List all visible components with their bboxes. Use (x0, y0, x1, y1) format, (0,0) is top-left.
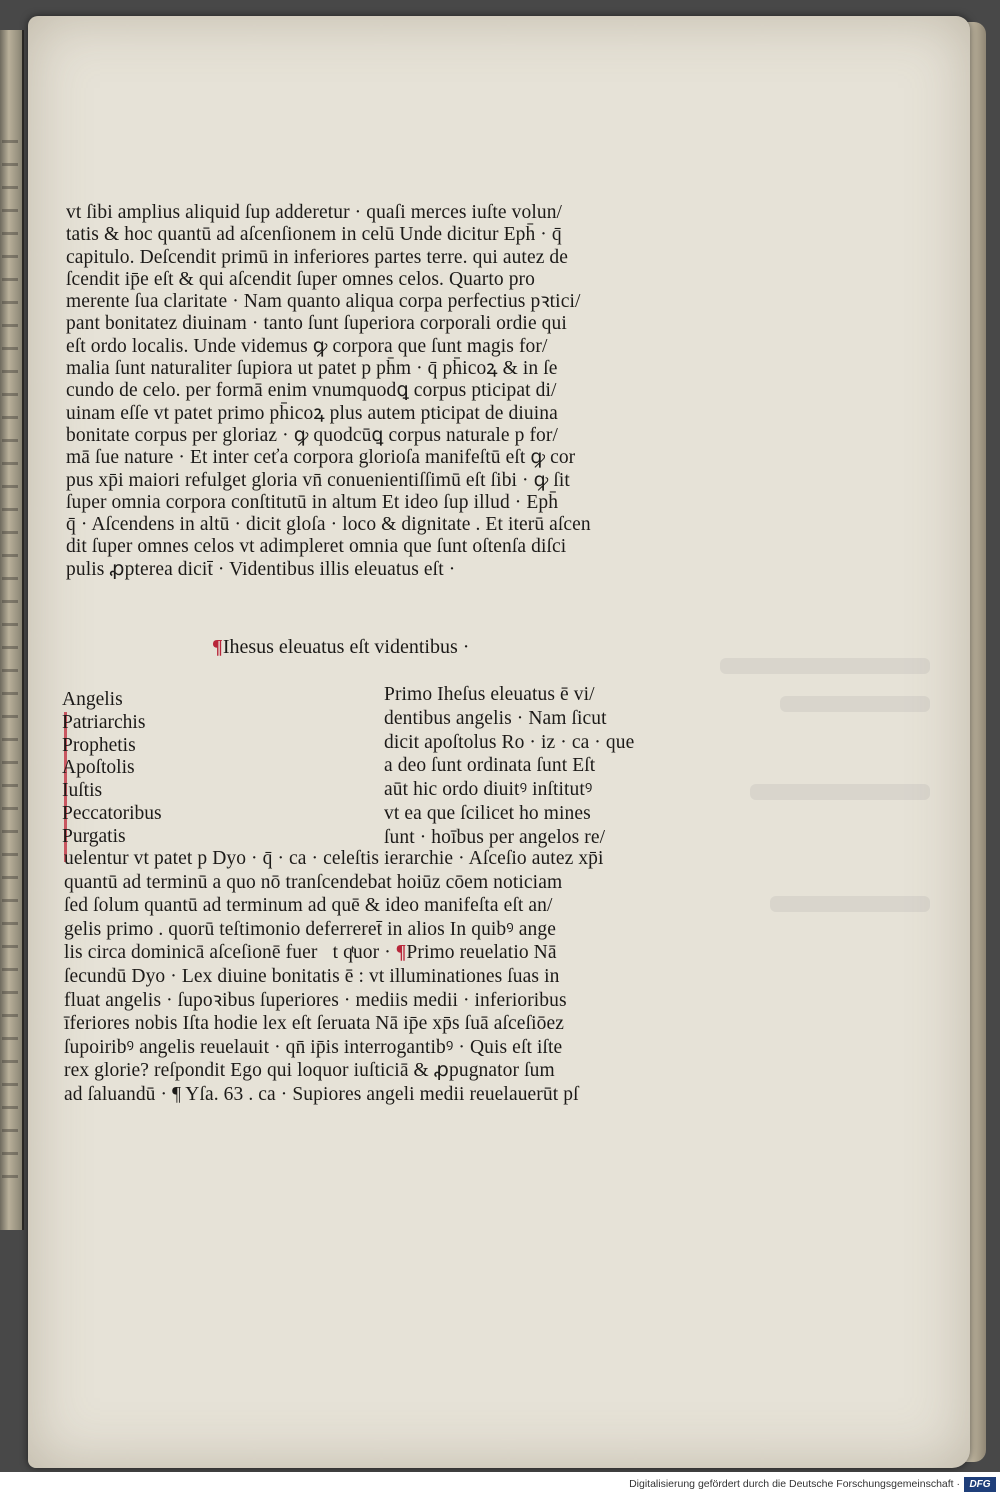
main-text-line: cundo de celo. per formā enim vnumquodꝗ corpus pticipat di/ (66, 380, 557, 402)
main-text-line: pulis ꝓpterea dicit̄ · Videntibus illis eleuatus eſt · (66, 558, 456, 580)
column-text-line: a deo ſunt ordinata ſunt Eſt (384, 755, 596, 777)
main-text-line: dit ſuper omnes celos vt adimpleret omnia que ſunt oſtenſa diſci (66, 536, 567, 558)
main-text-line: mā ſue nature · Et inter ceťa corpora glorioſa manifeſtū eſt ꝙ cor (66, 447, 576, 469)
main-text-line: vt ſibi amplius aliquid ſup adderetur · quaſi merces iuſte volun/ (66, 202, 563, 223)
main-text-line: merente ſua claritate · Nam quanto aliqua corpa perfectius pꝛtici/ (66, 291, 581, 313)
body-text-line: uelentur vt patet p Dyo · q̄ · ca · celeſtis ierarchie · Aſceſio autez xp̄i (64, 848, 604, 869)
column-text-line: aūt hic ordo diuitꝰ inſtitutꝰ (384, 779, 593, 801)
main-text-block (66, 202, 666, 581)
body-text-line: quantū ad terminū a quo nō tranſcendebat hoiūz cōem noticiam (64, 871, 563, 893)
dfg-logo: DFG (964, 1477, 996, 1492)
body-text-line: fluat angelis · ſupoꝛibus ſuperiores · mediis medii · inferioribus (64, 989, 567, 1011)
body-text-line: īferiores nobis Iſta hodie lex eſt ſeruata Nā ip̄e xp̄s ſuā aſceſiōez (64, 1013, 564, 1035)
rubric-pilcrow: ¶ (212, 636, 223, 658)
body-text-line: ſed ſolum quantū ad terminum ad quē & ideo manifeſta eſt an/ (64, 895, 553, 917)
column-text-line: dicit apoſtolus Ro · iz · ca · que (384, 731, 635, 753)
list-item-line: Prophetis (62, 734, 136, 756)
body-text-line: ſecundū Dyo · Lex diuine bonitatis ē : vt illuminationes ſuas in (64, 965, 560, 987)
list-item-line: Angelis (62, 689, 123, 710)
main-text-line: bonitate corpus per gloriaz · ꝙ quodcūꝗ corpus naturale p for/ (66, 424, 559, 446)
angel-list (62, 689, 262, 849)
main-text-line: pant bonitatez diuinam · tanto ſunt ſuperiora corporali ordie qui (66, 313, 567, 335)
previous-page-edge (0, 30, 24, 1230)
body-text-line: ad ſaluandū · ¶ Yſa. 63 . ca · Supiores angeli medii reuelauerūt pſ (64, 1083, 579, 1105)
list-item-line: Purgatis (62, 825, 126, 847)
list-item-line: Peccatoribus (62, 802, 162, 824)
body-text-block (64, 847, 664, 1107)
bleed-through-mark (780, 696, 930, 712)
rubric-pilcrow: ¶ (395, 942, 407, 964)
column-text-line: ſunt · hoībus per angelos re/ (384, 826, 606, 848)
body-text-line: lis circa dominicā aſceſionē fuerᷣt qͭuor · ¶Primo reuelatio Nā (64, 942, 557, 964)
bleed-through-mark (750, 784, 930, 800)
list-item-line: Iuſtis (62, 780, 103, 802)
bleed-through-mark (770, 896, 930, 912)
column-text-line: dentibus angelis · Nam ſicut (384, 707, 607, 729)
heading-text: Ihesus eleuatus eſt videntibus · (222, 636, 470, 658)
main-text-line: q̄ · Aſcendens in altū · dicit gloſa · loco & dignitate . Et iterū aſcen (66, 514, 591, 536)
bleed-through-mark (720, 658, 930, 674)
list-item-line: Apoſtolis (62, 757, 135, 779)
main-text-line: uinam eſſe vt patet primo ph̄icoꝝ plus autem pticipat de diuina (66, 402, 558, 424)
main-text-line: malia ſunt naturaliter ſupiora ut patet p ph̄m · q̄ ph̄icoꝝ & in ſe (66, 358, 558, 380)
body-text-line: rex glorie? reſpondit Ego qui loquor iuſticiā & ꝓpugnator ſum (64, 1060, 555, 1082)
list-item-line: Patriarchis (62, 711, 146, 733)
main-text-line: ſcendit ip̄e eſt & qui aſcendit ſuper omnes celos. Quarto pro (66, 268, 535, 290)
column-text-line: vt ea que ſcilicet ho mines (384, 802, 591, 824)
section-heading (212, 636, 469, 659)
main-text-line: pus xp̄i maiori refulget gloria vn̄ conuenientiſſimū eſt ſibi · ꝙ ſit (66, 469, 570, 491)
body-text-line: ſupoiribꝰ angelis reuelauit · qn̄ ip̄is interrogantibꝰ · Quis eſt iſte (64, 1036, 563, 1058)
main-text-line: tatis & hoc quantū ad aſcenſionem in celū Unde dicitur Eph̄ · q̄ (66, 224, 562, 246)
body-text-line: gelis primo . quorū teſtimonio deferreret̄ in alios In quibꝰ ange (64, 918, 557, 940)
column-text-line: Primo Iheſus eleuatus ē vi/ (384, 684, 595, 705)
previous-page-text-traces (2, 140, 18, 1190)
footer-bar (0, 1472, 1000, 1500)
main-text-line: ſuper omnia corpora conſtitutū in altum Et ideo ſup illud · Eph̄ (66, 491, 559, 513)
footer-credit: Digitalisierung gefördert durch die Deutsche Forschungsgemeinschaft · (629, 1478, 960, 1490)
main-text-line: capitulo. Deſcendit primū in inferiores partes terre. qui autez de (66, 246, 569, 268)
paragraph-start-text: Primo reuelatio Nā (406, 942, 557, 964)
column-text-block (384, 683, 684, 850)
main-text-line: eſt ordo localis. Unde videmus ꝙ corpora que ſunt magis for/ (66, 335, 548, 357)
